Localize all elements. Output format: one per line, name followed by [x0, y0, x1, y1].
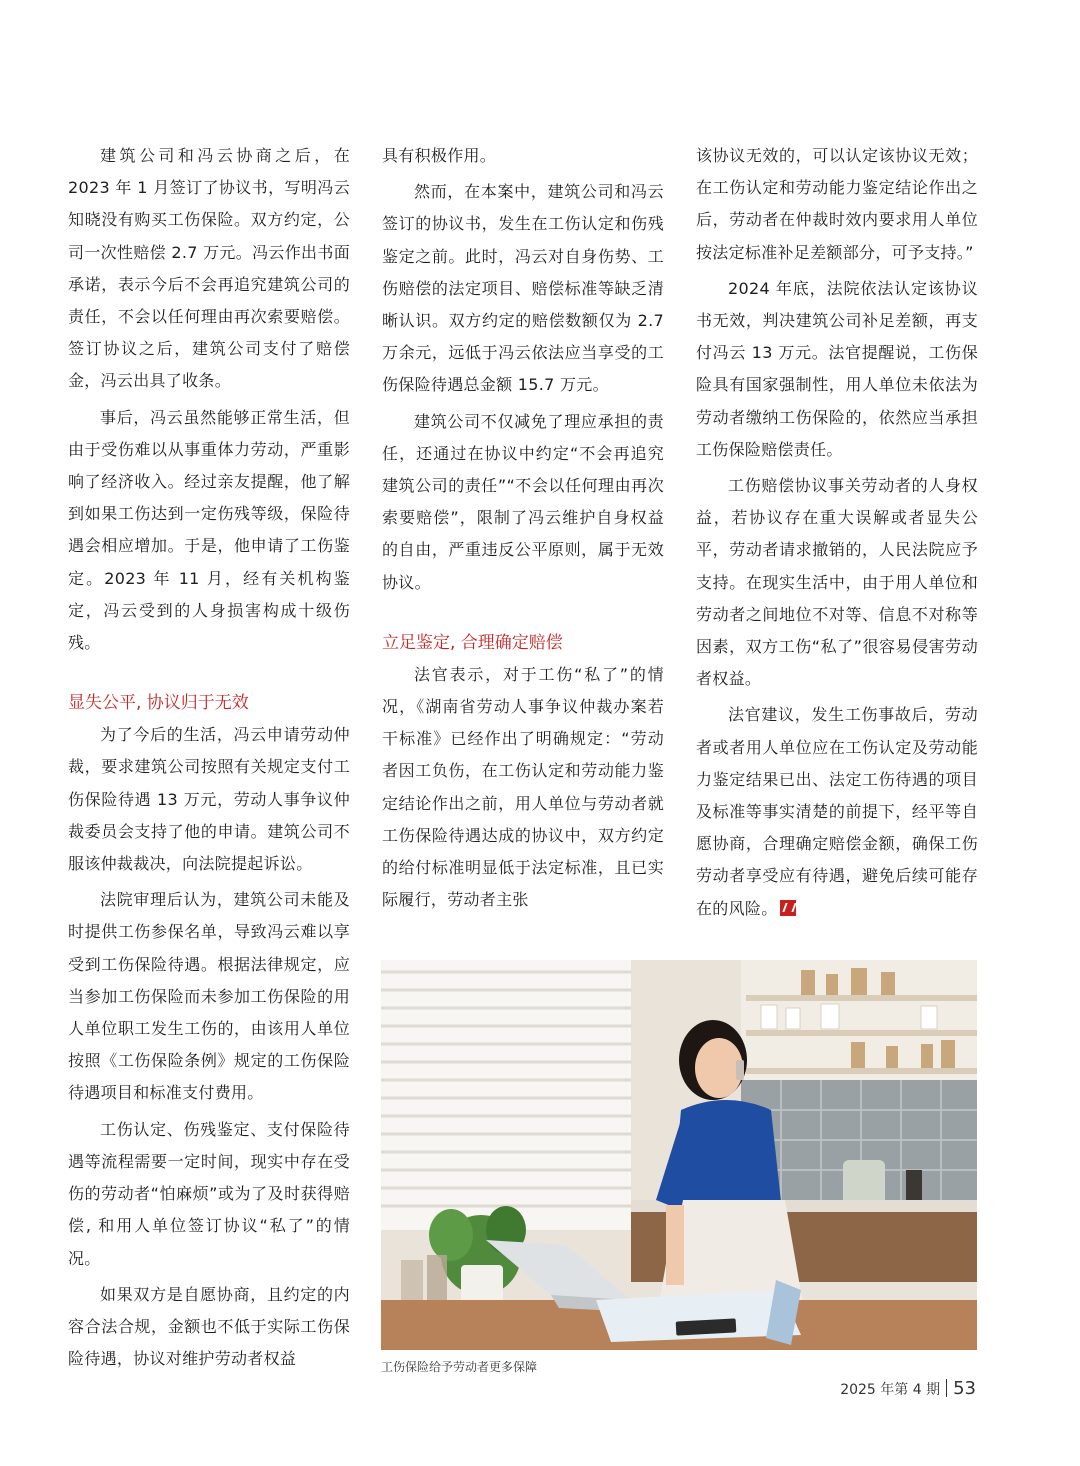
paragraph	[696, 699, 978, 924]
paragraph: 如果双方是自愿协商，且约定的内容合法合规，金额也不低于实际工伤保险待遇，协议对维护劳动者权益	[68, 1284, 350, 1369]
paragraph: 工伤赔偿协议事关劳动者的人身权益，若协议存在重大误解或者显失公平，劳动者请求撤销的，人民法院应予支持。在现实生活中，由于用人单位和劳动者之间地位不对等、信息不对称等因素，双方工伤“私了”很容易侵害劳动者权益。	[696, 476, 978, 689]
paragraph: 法官表示，对于工伤“私了”的情况，《湖南省劳动人事争议仲裁办案若干标准》已经作出了明确规定：“劳动者因工负伤，在工伤认定和劳动能力鉴定结论作出之前，用人单位与劳动者就工伤保险待遇达成的协议中，双方约定的给付标准明显低于法定标准，且已实际履行，劳动者主张	[382, 664, 664, 910]
paragraph: 建筑公司不仅减免了理应承担的责任，还通过在协议中约定“不会再追究建筑公司的责任”“不会以任何理由再次索要赔偿”，限制了冯云维护自身权益的自由，严重违反公平原则，属于无效协议。	[382, 411, 664, 592]
paragraph: 事后，冯云虽然能够正常生活，但由于受伤难以从事重体力劳动，严重影响了经济收入。经过亲友提醒，他了解到如果工伤达到一定伤残等级，保险待遇会相应增加。于是，他申请了工伤鉴定。2023 年 11 月，经有关机构鉴定，冯云受到的人身损害构成十级伤残。	[68, 407, 350, 653]
paragraph: 该协议无效的，可以认定该协议无效；在工伤认定和劳动能力鉴定结论作出之后，劳动者在仲裁时效内要求用人单位按法定标准补足差额部分，可予支持。”	[696, 146, 978, 262]
paragraph: 工伤认定、伤残鉴定、支付保险待遇等流程需要一定时间，现实中存在受伤的劳动者“怕麻烦”或为了及时获得赔偿, 和用人单位签订协议“私了”的情况。	[68, 1119, 350, 1268]
footer-divider	[946, 1379, 947, 1397]
paragraph-text: 法官建议，发生工伤事故后，劳动者或者用人单位应在工伤认定及劳动能力鉴定结果已出、法定工伤待遇的项目及标准等事实清楚的前提下，经平等自愿协商，合理确定赔偿金额，确保工伤劳动者享受应有待遇，避免后续可能存在的风险。	[696, 705, 978, 918]
paragraph: 建筑公司和冯云协商之后，在2023 年 1 月签订了协议书，写明冯云知晓没有购买工伤保险。双方约定，公司一次性赔偿 2.7 万元。冯云作出书面承诺，表示今后不会再追究建筑公司的责任，不会以任何理由再次索要赔偿。签订协议之后，建筑公司支付了赔偿金，冯云出具了收条。	[68, 146, 350, 391]
issue-label: 2025 年第 4 期	[840, 1382, 941, 1398]
article-photo	[381, 960, 977, 1350]
column-3	[696, 140, 978, 929]
column-1	[68, 140, 350, 1379]
magazine-logo-icon	[780, 900, 796, 916]
section-heading: 显失公平, 协议归于无效	[68, 693, 249, 714]
page-footer	[840, 1378, 976, 1399]
photo-caption: 工伤保险给予劳动者更多保障	[381, 1360, 538, 1374]
paragraph: 法院审理后认为，建筑公司未能及时提供工伤参保名单，导致冯云难以享受到工伤保险待遇。根据法律规定，应当参加工伤保险而未参加工伤保险的用人单位职工发生工伤的，由该用人单位按照《工伤保险条例》规定的工伤保险待遇项目和标准支付费用。	[68, 890, 350, 1103]
paragraph: 然而，在本案中，建筑公司和冯云签订的协议书，发生在工伤认定和伤残鉴定之前。此时，冯云对自身伤势、工伤赔偿的法定项目、赔偿标准等缺乏清晰认识。双方约定的赔偿数额仅为 2.7 万余元，远低于冯云依法应当享受的工伤保险待遇总金额 15.7 万元。	[382, 182, 664, 395]
page-number: 53	[953, 1378, 976, 1399]
column-2	[382, 140, 664, 920]
paragraph: 2024 年底，法院依法认定该协议书无效，判决建筑公司补足差额，再支付冯云 13 万元。法官提醒说，工伤保险具有国家强制性，用人单位未依法为劳动者缴纳工伤保险的，依然应当承担工伤保险赔偿责任。	[696, 278, 978, 459]
woman-on-phone-kitchen-illustration	[381, 960, 977, 1350]
paragraph: 为了今后的生活，冯云申请劳动仲裁，要求建筑公司按照有关规定支付工伤保险待遇 13 万元，劳动人事争议仲裁委员会支持了他的申请。建筑公司不服该仲裁裁决，向法院提起诉讼。	[68, 725, 350, 874]
section-heading: 立足鉴定, 合理确定赔偿	[382, 632, 563, 653]
paragraph: 具有积极作用。	[382, 146, 497, 165]
